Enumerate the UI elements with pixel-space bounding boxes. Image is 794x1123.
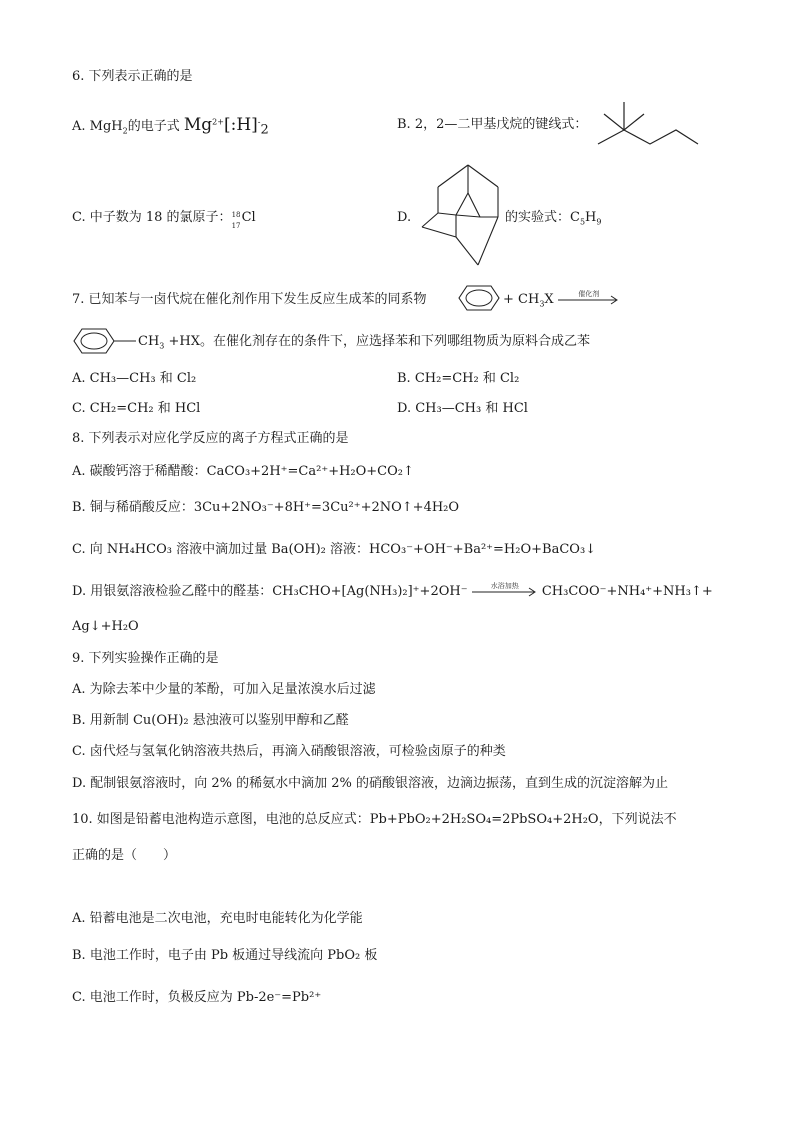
q6-a-mid: 的电子式 — [127, 119, 180, 134]
q6-c-number: 17 — [231, 222, 241, 230]
q6-c-element: Cl — [241, 210, 256, 225]
q8-reaction-arrow — [472, 581, 538, 597]
dimethylpentane-skeletal-structure — [596, 100, 700, 146]
q6-option-b[interactable]: B. 2，2—二甲基戊烷的键线式： — [397, 117, 588, 132]
q8-option-c[interactable]: C. 向 NH₄HCO₃ 溶液中滴加过量 Ba(OH)₂ 溶液：HCO₃⁻+OH⁻+Ba²⁺=H₂O+BaCO₃↓ — [72, 542, 597, 557]
q9-option-a[interactable]: A. 为除去苯中少量的苯酚，可加入足量浓溴水后过滤 — [72, 682, 376, 697]
q7-stem-line2: $CH_3 +HX$。在催化剂存在的条件下，应选择苯和下列哪组物质为原料合成乙苯 — [138, 334, 591, 351]
q9-stem: 9. 下列实验操作正确的是 — [72, 651, 219, 666]
q8-option-a[interactable]: A. 碳酸钙溶于稀醋酸：CaCO₃+2H⁺=Ca²⁺+H₂O+CO₂↑ — [72, 464, 414, 479]
toluene-ring-icon — [73, 326, 137, 356]
q6-a-bracket: [:H] — [223, 115, 258, 135]
q8-option-b[interactable]: B. 铜与稀硝酸反应：3Cu+2NO₃⁻+8H⁺=3Cu²⁺+2NO↑+4H₂O — [72, 500, 460, 515]
q6-c-text: C. 中子数为 18 的氯原子： — [72, 210, 232, 225]
q6-stem: 6. 下列表示正确的是 — [72, 69, 193, 84]
q8-stem: 8. 下列表示对应化学反应的离子方程式正确的是 — [72, 431, 349, 446]
q7-option-a[interactable]: A. CH₃—CH₃ 和 Cl₂ — [72, 371, 197, 386]
q6-option-d-text: 的实验式：$C_5H_9$ — [505, 210, 602, 227]
q6-c-mass: 18 — [231, 211, 241, 219]
q6-a-two: 2 — [260, 122, 269, 138]
q8-d-right: CH₃COO⁻+NH₄⁺+NH₃↑+ — [541, 584, 713, 599]
q6-option-c[interactable] — [72, 210, 256, 230]
q10-option-b[interactable]: B. 电池工作时，电子由 Pb 板通过导线流向 PbO₂ 板 — [72, 948, 378, 963]
q9-option-b[interactable]: B. 用新制 Cu(OH)₂ 悬浊液可以鉴别甲醇和乙醛 — [72, 713, 349, 728]
q6-option-a[interactable] — [72, 115, 269, 138]
q9-option-d[interactable]: D. 配制银氨溶液时，向 2% 的稀氨水中滴加 2% 的硝酸银溶液，边滴边振荡，直到生成的沉淀溶解为止 — [72, 776, 669, 791]
q6-a-formula: Mg — [183, 115, 213, 135]
benzene-ring-icon — [458, 284, 500, 312]
q7-reaction-arrow — [558, 289, 620, 305]
q7-reactant: + $CH_3X$ 催化剂 — [503, 292, 620, 308]
q6-a-charge: 2+ — [212, 117, 224, 127]
q10-option-c[interactable]: C. 电池工作时，负极反应为 Pb-2e⁻=Pb²⁺ — [72, 990, 322, 1005]
q8-option-d-line2: Ag↓+H₂O — [72, 619, 139, 634]
q7-option-d[interactable]: D. CH₃—CH₃ 和 HCl — [397, 401, 528, 416]
q6-a-prefix: A. MgH — [72, 119, 123, 134]
q8-condition: 水浴加热 — [490, 581, 519, 590]
adamantane-structure — [418, 157, 504, 269]
q7-condition: 催化剂 — [578, 289, 600, 298]
q7-stem: 7. 已知苯与一卤代烷在催化剂作用下发生反应生成苯的同系物 — [72, 292, 427, 307]
q8-option-d[interactable] — [72, 581, 713, 600]
q10-stem-line1: 10. 如图是铅蓄电池构造示意图，电池的总反应式：Pb+PbO₂+2H₂SO₄=2PbSO₄+2H₂O，下列说法不 — [72, 812, 677, 827]
q7-option-c[interactable]: C. CH₂=CH₂ 和 HCl — [72, 401, 201, 416]
q6-a-minus: - — [257, 117, 261, 127]
q7-option-b[interactable]: B. CH₂=CH₂ 和 Cl₂ — [397, 371, 520, 386]
q10-stem-line2: 正确的是（ ） — [72, 848, 177, 863]
q9-option-c[interactable]: C. 卤代烃与氢氧化钠溶液共热后，再滴入硝酸银溶液，可检验卤原子的种类 — [72, 744, 506, 759]
q6-option-d-label[interactable]: D. — [397, 210, 412, 225]
q10-option-a[interactable]: A. 铅蓄电池是二次电池，充电时电能转化为化学能 — [72, 911, 363, 926]
q6-a-sub: 2 — [122, 126, 128, 136]
q8-d-left: D. 用银氨溶液检验乙醛中的醛基：CH₃CHO+[Ag(NH₃)₂]⁺+2OH⁻ — [72, 584, 468, 599]
